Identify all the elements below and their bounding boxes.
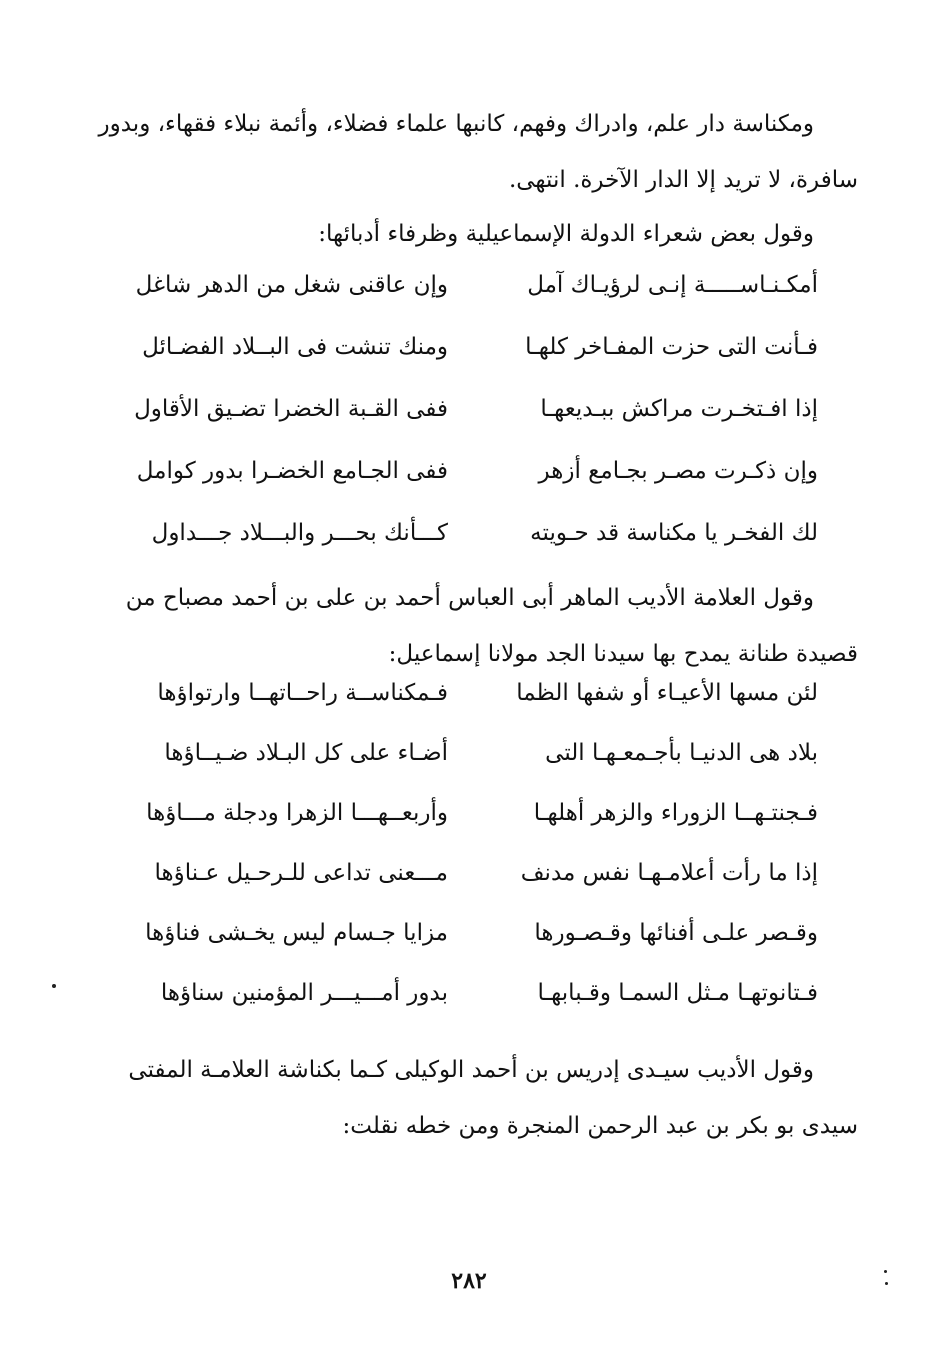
verse-row: [118, 272, 818, 334]
paragraph-line: ومكناسة دار علم، وادراك وفهم، كانبها علماء فضلاء، وأئمة نبلاء فقهاء، وبدور: [98, 111, 814, 137]
page-number: ٢٨٢: [451, 1268, 487, 1294]
verse-second-hemistich: مزايا جـسام ليس يخـشى فناؤها: [145, 920, 448, 946]
verse-first-hemistich: وإن ذكـرت مصـر بجـامع أزهر: [538, 458, 818, 484]
poem-2: [118, 680, 818, 1040]
verse-row: [118, 800, 818, 860]
ink-speck: [52, 984, 56, 988]
paragraph-line: وقول بعض شعراء الدولة الإسماعيلية وظرفاء أدبائها:: [318, 221, 814, 247]
ink-speck: [884, 1270, 887, 1273]
verse-first-hemistich: أمكـنـاســـــة إنـى لرؤيـاك آمل: [527, 272, 818, 298]
closing-paragraph: [98, 1042, 858, 1154]
verse-second-hemistich: وإن عاقنى شغل من الدهر شاغل: [135, 272, 448, 298]
verse-first-hemistich: وقـصر علـى أفنائها وقـصـورها: [534, 920, 818, 946]
paragraph-line: سافرة، لا تريد إلا الدار الآخرة. انتهى.: [508, 167, 858, 193]
poem2-intro: [98, 570, 858, 682]
verse-first-hemistich: لك الفخـر يا مكناسة قد حـويته: [530, 520, 818, 546]
verse-first-hemistich: فـتانوتهـا مـثل السمـا وقـبابهـا: [537, 980, 818, 1006]
verse-first-hemistich: لئن مسها الأعيـاء أو شفها الظما: [516, 680, 818, 706]
verse-second-hemistich: ففى الجـامع الخضـرا بدور كوامل: [136, 458, 448, 484]
verse-first-hemistich: فـأنت التى حزت المفـاخر كلهـا: [525, 334, 818, 360]
verse-second-hemistich: وأربعــهـــا الزهرا ودجلة مـــاؤها: [146, 800, 448, 826]
verse-second-hemistich: ومنك تنشت فى البــلاد الفضـائل: [142, 334, 448, 360]
verse-first-hemistich: إذا افـتخـرت مراكش ببـديعهـا: [540, 396, 818, 422]
poem-1: [118, 272, 818, 582]
verse-second-hemistich: كـــأنك بحـــر والبـــلاد جـــداول: [151, 520, 448, 546]
verse-second-hemistich: ففى القـبة الخضرا تضـيق الأقاول: [134, 396, 448, 422]
verse-row: [118, 920, 818, 980]
verse-row: [118, 740, 818, 800]
verse-second-hemistich: فـمكناســة راحــاتهــا وارتواؤها: [157, 680, 448, 706]
verse-row: [118, 860, 818, 920]
verse-row: [118, 458, 818, 520]
verse-second-hemistich: بدور أمـــيـــر المؤمنين سناؤها: [160, 980, 448, 1006]
verse-row: [118, 396, 818, 458]
verse-first-hemistich: فـجنتـهــا الزوراء والزهر أهلهـا: [533, 800, 818, 826]
intro-paragraph: [98, 96, 858, 208]
verse-first-hemistich: إذا ما رأت أعلامـهـا نفس مدنف: [520, 860, 818, 886]
paragraph-line: سيدى بو بكر بن عبد الرحمن المنجرة ومن خطه نقلت:: [342, 1113, 858, 1139]
paragraph-line: وقول العلامة الأديب الماهر أبى العباس أحمد بن على بن أحمد مصباح من: [125, 585, 814, 611]
verse-row: [118, 680, 818, 740]
verse-first-hemistich: بلاد هى الدنيـا بأجـمعـهـا التى: [545, 740, 818, 766]
verse-second-hemistich: مـــعنى تداعى للـرحـيل عـناؤها: [154, 860, 448, 886]
poem1-intro: [98, 206, 858, 262]
ink-speck: [885, 1282, 888, 1285]
verse-second-hemistich: أضـاء على كل البـلاد ضـيــاؤها: [164, 740, 448, 766]
paragraph-line: قصيدة طنانة يمدح بها سيدنا الجد مولانا إسماعيل:: [388, 641, 858, 667]
paragraph-line: وقول الأديب سيـدى إدريس بن أحمد الوكيلى كـما بكناشة العلامـة المفتى: [128, 1057, 814, 1083]
verse-row: [118, 334, 818, 396]
verse-row: [118, 980, 818, 1040]
